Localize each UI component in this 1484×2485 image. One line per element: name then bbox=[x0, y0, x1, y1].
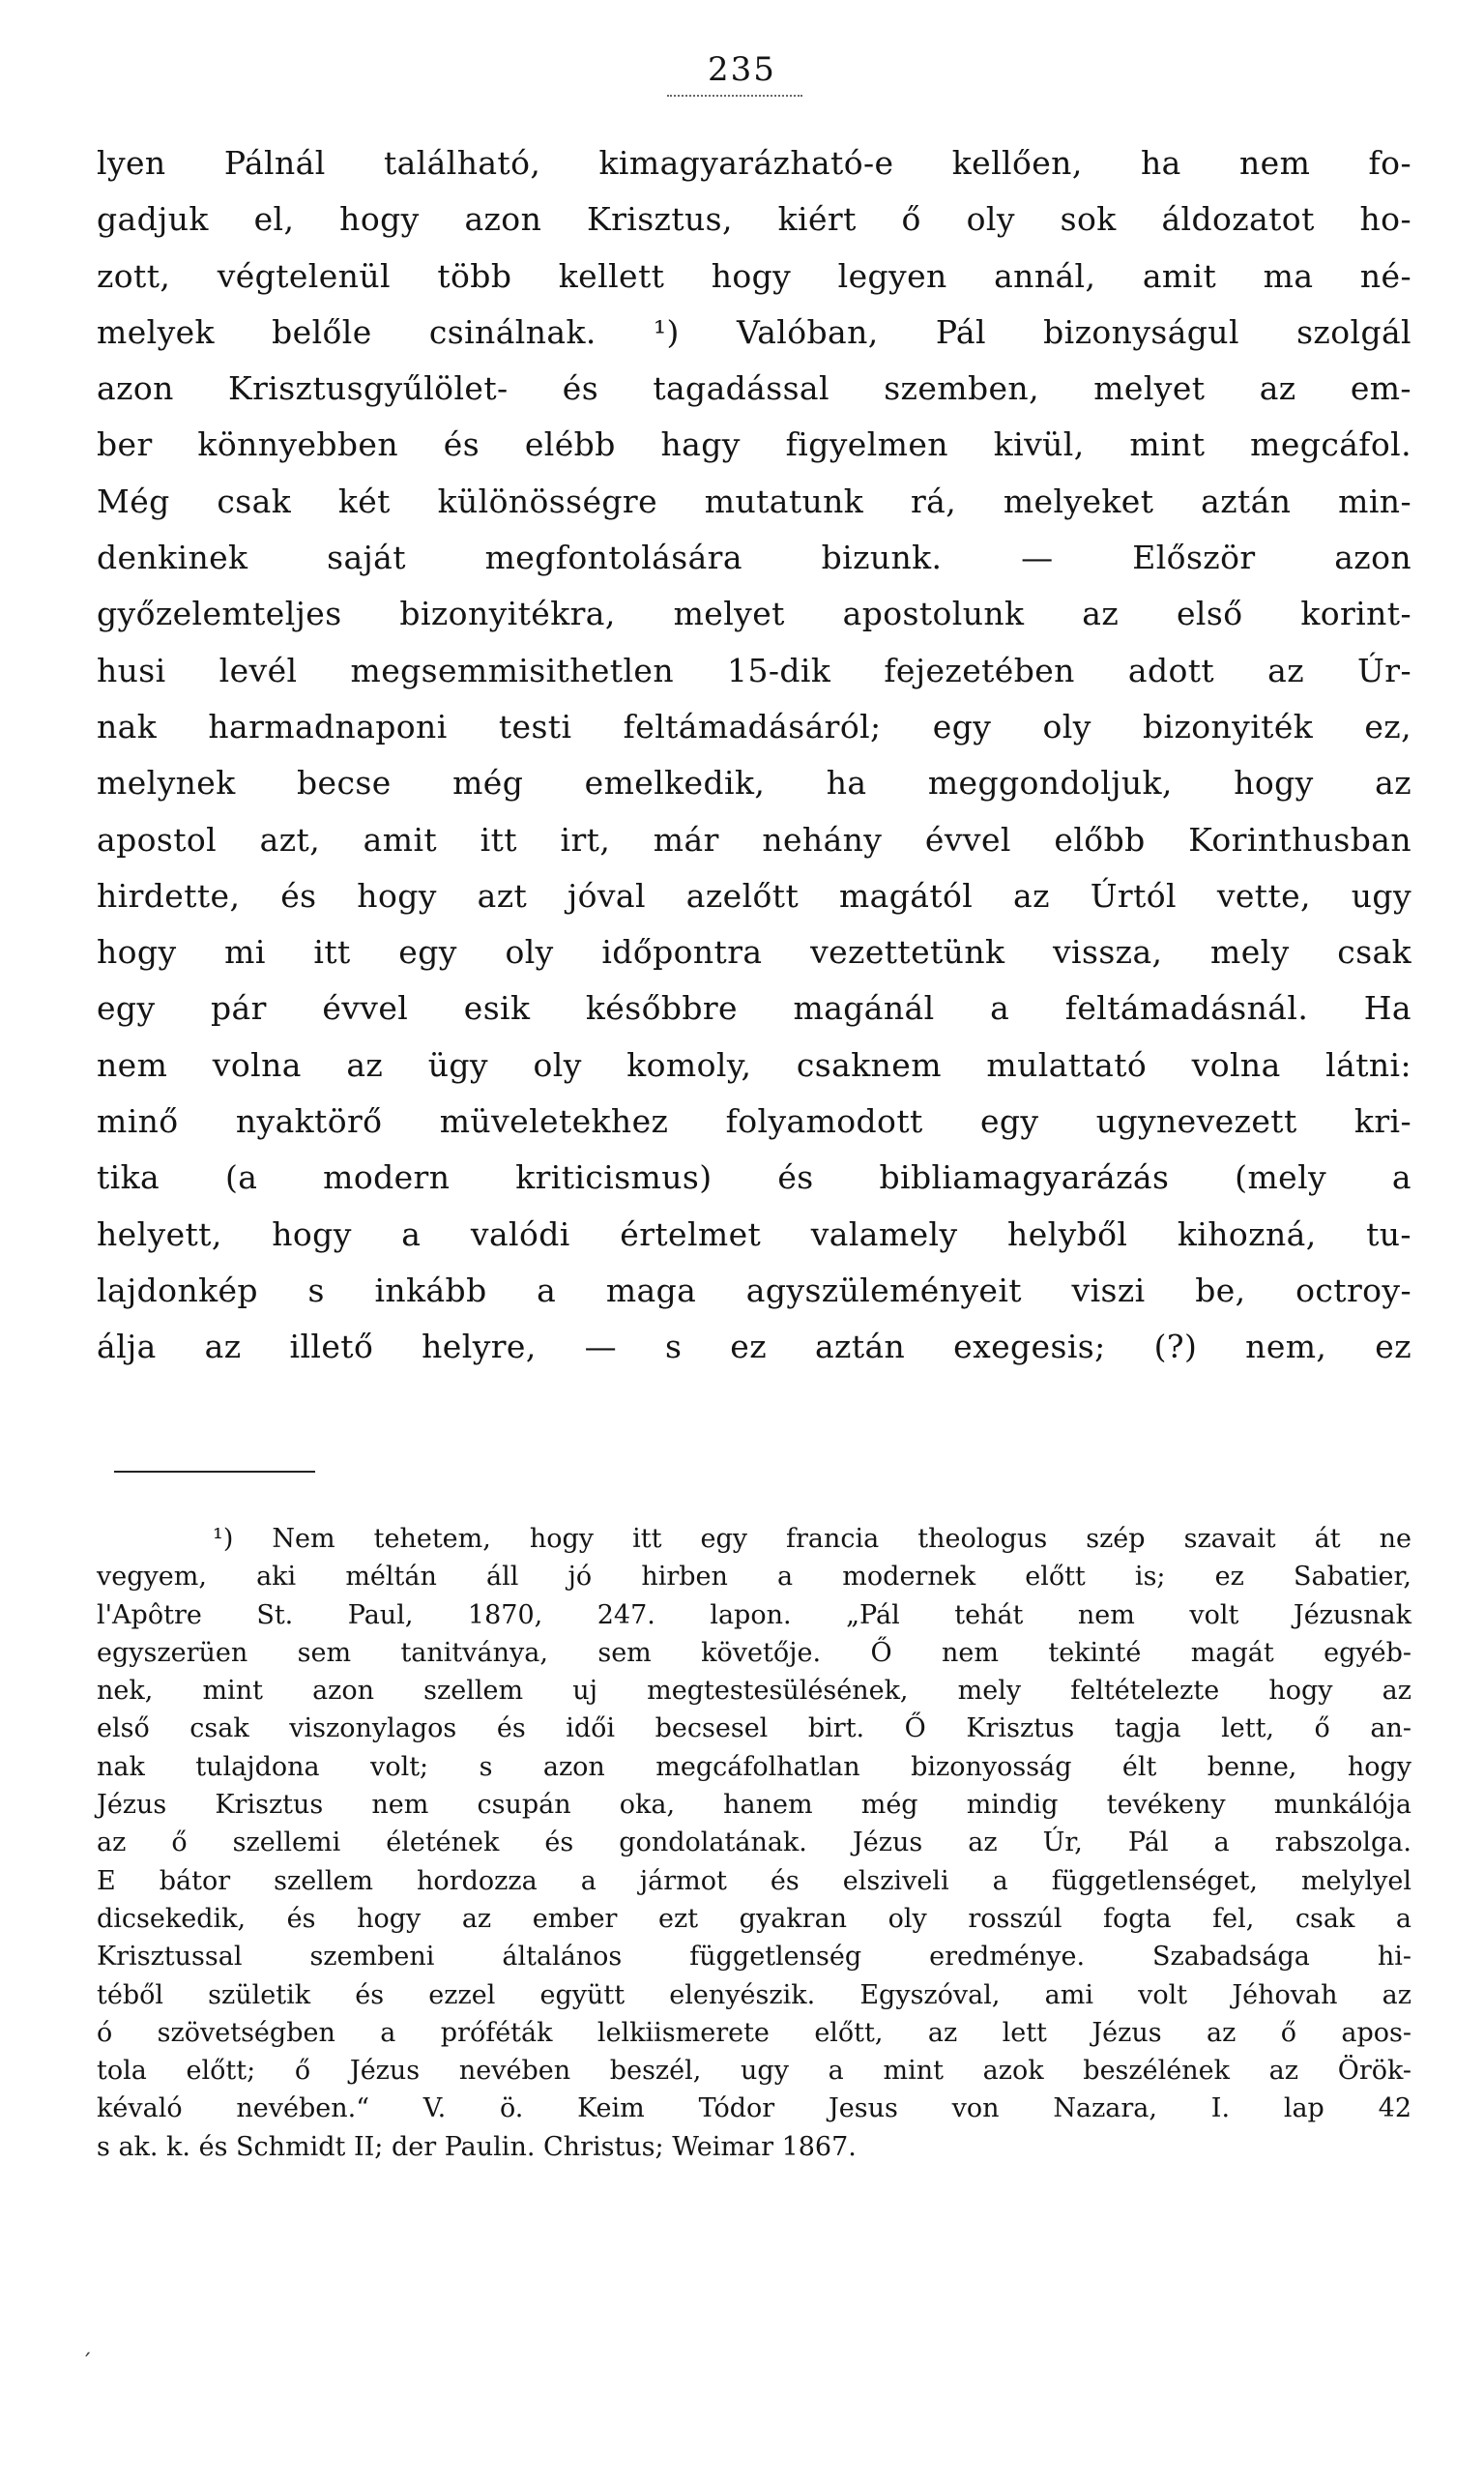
footnote-line: első csak viszonylagos és idői becsesel birt. Ő Krisztus tagja lett, ő an- bbox=[97, 1713, 1411, 1744]
body-line: tika (a modern kriticismus) és bibliamagyarázás (mely a bbox=[97, 1158, 1411, 1197]
footnote-line: ó szövetségben a próféták lelkiismerete előtt, az lett Jézus az ő apos- bbox=[97, 2017, 1411, 2048]
footnote-line: nek, mint azon szellem uj megtestesülésének, mely feltételezte hogy az bbox=[97, 1676, 1411, 1707]
body-line: minő nyaktörő müveletekhez folyamodott egy ugynevezett kri- bbox=[97, 1102, 1411, 1141]
body-line: zott, végtelenül több kellett hogy legyen annál, amit ma né- bbox=[97, 256, 1411, 295]
margin-mark: ´ bbox=[81, 2352, 92, 2376]
footnote-separator bbox=[114, 1471, 315, 1473]
body-line: lyen Pálnál található, kimagyarázható-e kellően, ha nem fo- bbox=[97, 144, 1411, 182]
body-line: denkinek saját megfontolására bizunk. — Először azon bbox=[97, 539, 1411, 577]
footnote-line: egyszerüen sem tanitványa, sem követője. Ő nem tekinté magát egyéb- bbox=[97, 1637, 1411, 1668]
footnote-line: vegyem, aki méltán áll jó hirben a modernek előtt is; ez Sabatier, bbox=[97, 1562, 1411, 1593]
footnote-line: az ő szellemi életének és gondolatának. Jézus az Úr, Pál a rabszolga. bbox=[97, 1827, 1411, 1858]
body-line: azon Krisztusgyűlölet- és tagadással szemben, melyet az em- bbox=[97, 369, 1411, 408]
footnote-line: nak tulajdona volt; s azon megcáfolhatlan bizonyosság élt benne, hogy bbox=[97, 1751, 1411, 1782]
footnote-line: dicsekedik, és hogy az ember ezt gyakran oly rosszúl fogta fel, csak a bbox=[97, 1903, 1411, 1934]
body-line: hirdette, és hogy azt jóval azelőtt magától az Úrtól vette, ugy bbox=[97, 876, 1411, 915]
body-line: helyett, hogy a valódi értelmet valamely helyből kihozná, tu- bbox=[97, 1214, 1411, 1253]
footnote-line: tola előtt; ő Jézus nevében beszél, ugy a mint azok beszélének az Örök- bbox=[97, 2056, 1411, 2087]
body-line: melyek belőle csinálnak. ¹) Valóban, Pál bizonyságul szolgál bbox=[97, 312, 1411, 351]
page-number: 235 bbox=[708, 50, 776, 89]
footnote-line: kévaló nevében.“ V. ö. Keim Tódor Jesus von Nazara, I. lap 42 bbox=[97, 2093, 1411, 2124]
body-line: ber könnyebben és elébb hagy figyelmen kivül, mint megcáfol. bbox=[97, 425, 1411, 464]
body-line: lajdonkép s inkább a maga agyszüleményeit viszi be, octroy- bbox=[97, 1271, 1411, 1309]
body-line: álja az illető helyre, — s ez aztán exegesis; (?) nem, ez bbox=[97, 1328, 1411, 1366]
footnote bbox=[97, 1520, 1411, 2166]
body-line: nem volna az ügy oly komoly, csaknem mulattató volna látni: bbox=[97, 1045, 1411, 1084]
footnote-line: l'Apôtre St. Paul, 1870, 247. lapon. „Pál tehát nem volt Jézusnak bbox=[97, 1599, 1411, 1630]
body-line: melynek becse még emelkedik, ha meggondoljuk, hogy az bbox=[97, 764, 1411, 803]
footnote-line: ¹) Nem tehetem, hogy itt egy francia theologus szép szavait át ne bbox=[213, 1524, 1411, 1554]
body-line: husi levél megsemmisithetlen 15-dik fejezetében adott az Úr- bbox=[97, 651, 1411, 689]
footnote-line: s ak. k. és Schmidt II; der Paulin. Christus; Weimar 1867. bbox=[97, 2131, 857, 2162]
footnote-line: E bátor szellem hordozza a jármot és elsziveli a függetlenséget, melylyel bbox=[97, 1865, 1411, 1896]
page-number-ornament bbox=[667, 95, 802, 104]
body-line: Még csak két különösségre mutatunk rá, melyeket aztán min- bbox=[97, 482, 1411, 520]
body-line: gadjuk el, hogy azon Krisztus, kiért ő oly sok áldozatot ho- bbox=[97, 200, 1411, 239]
footnote-line: téből születik és ezzel együtt elenyészik. Egyszóval, ami volt Jéhovah az bbox=[97, 1979, 1411, 2010]
body-line: győzelemteljes bizonyitékra, melyet apostolunk az első korint- bbox=[97, 595, 1411, 633]
footnote-line: Jézus Krisztus nem csupán oka, hanem még mindig tevékeny munkálója bbox=[97, 1790, 1411, 1821]
body-line: egy pár évvel esik későbbre magánál a feltámadásnál. Ha bbox=[97, 989, 1411, 1028]
body-line: nak harmadnaponi testi feltámadásáról; egy oly bizonyiték ez, bbox=[97, 707, 1411, 746]
body-line: apostol azt, amit itt irt, már nehány évvel előbb Korinthusban bbox=[97, 820, 1411, 859]
body-line: hogy mi itt egy oly időpontra vezettetünk vissza, mely csak bbox=[97, 933, 1411, 972]
main-text bbox=[97, 135, 1411, 1376]
footnote-line: Krisztussal szembeni általános függetlenség eredménye. Szabadsága hi- bbox=[97, 1942, 1411, 1973]
